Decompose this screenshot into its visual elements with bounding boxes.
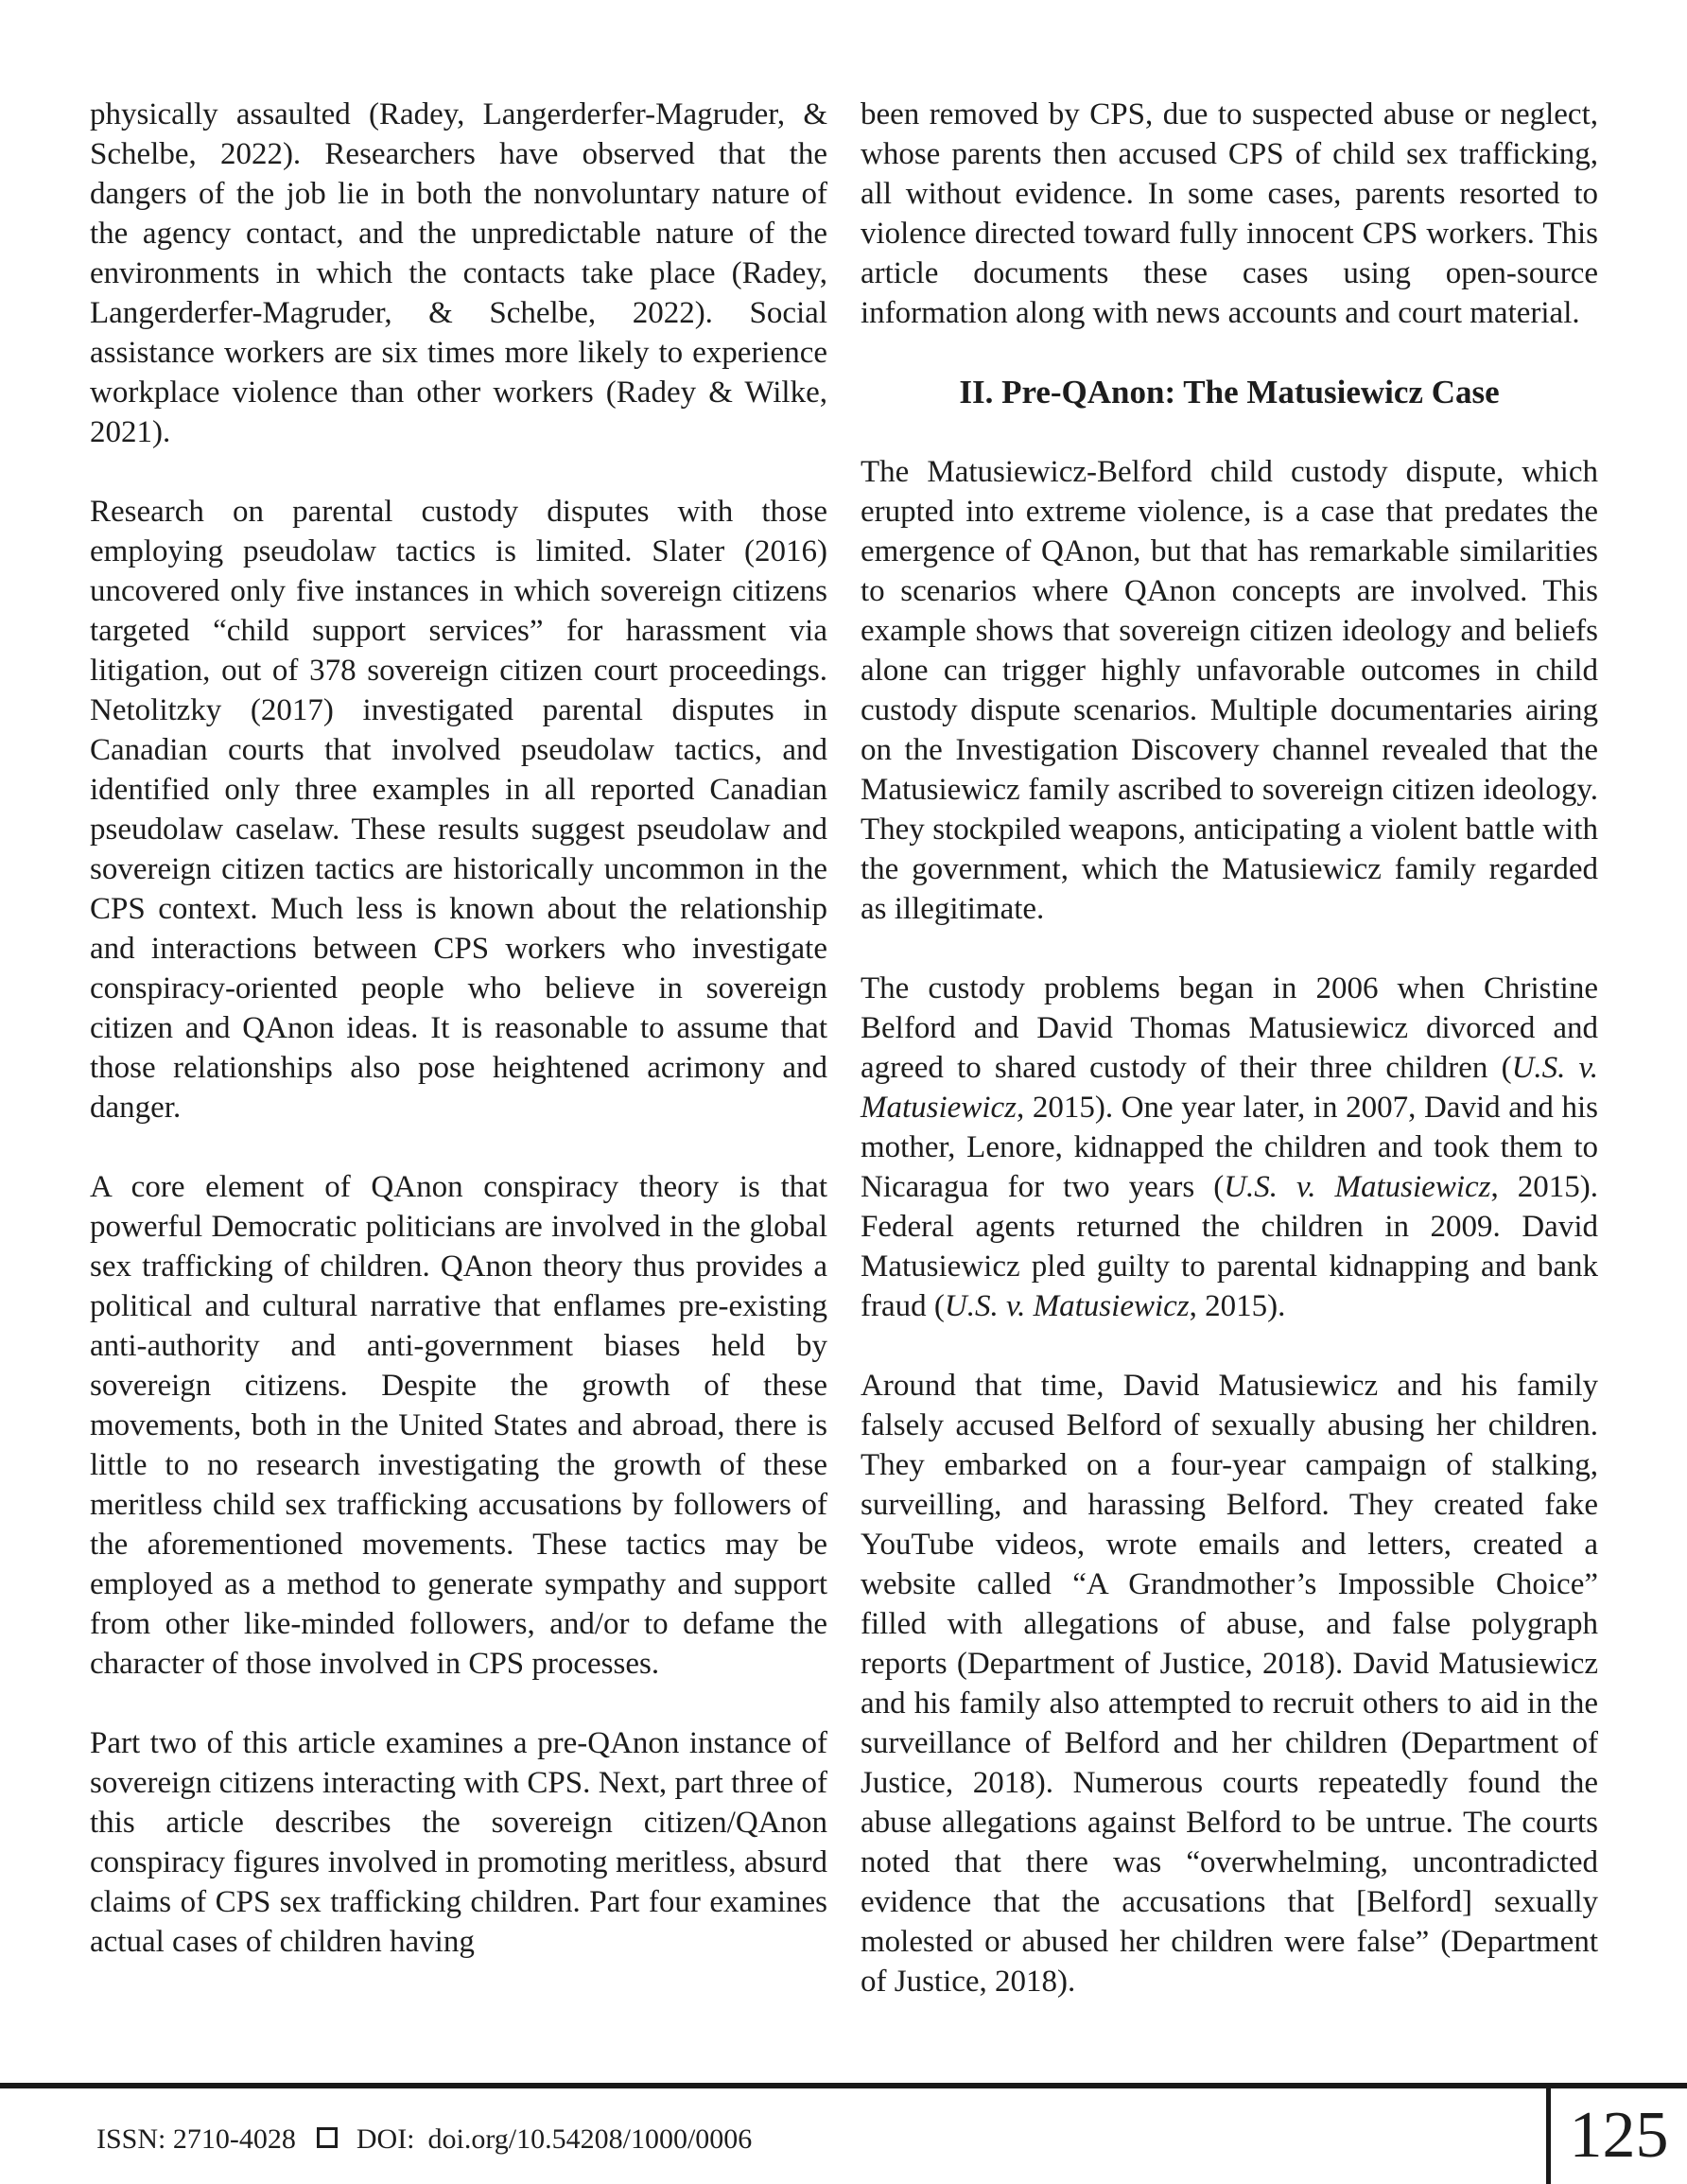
italic-text-segment: U.S. v. Matusiewicz	[861, 1051, 1599, 1125]
issn-label: ISSN: 2710-4028	[96, 2123, 296, 2155]
page-number-box	[1551, 2087, 1687, 2184]
paragraph	[90, 95, 827, 452]
text-segment: , 2015).	[1189, 1289, 1286, 1323]
paragraph	[861, 95, 1598, 333]
open-square-icon	[317, 2127, 338, 2148]
paragraph	[90, 492, 827, 1127]
footer	[96, 2123, 752, 2157]
page-number: 125	[1569, 2098, 1669, 2172]
text-segment: Research on parental custody disputes with those employing pseudolaw tactics is limited. Slater (2016) uncovered only five instances in which sovereign citizens targeted “child support services” for harassment via litigation, out of 378 sovereign citizen court proceedings. Netolitzky (2017) investigated parental disputes in Canadian courts that involved pseudolaw tactics, and identified only three examples in all reported Canadian pseudolaw caselaw. These results suggest pseudolaw and sovereign citizen tactics are historically uncommon in the CPS context. Much less is known about the relationship and interactions between CPS workers who investigate conspiracy-oriented people who believe in sovereign citizen and QAnon ideas. It is reasonable to assume that those relationships also pose heightened acrimony and danger.	[90, 495, 827, 1125]
footer-rule	[0, 2083, 1687, 2088]
right-column-top-paragraphs	[861, 95, 1598, 333]
paragraph	[90, 1167, 827, 1684]
text-segment: Part two of this article examines a pre-QAnon instance of sovereign citizens interacting with CPS. Next, part three of this article describes the sovereign citizen/QAnon conspiracy figures involved in promoting meritless, absurd claims of CPS sex trafficking children. Part four examines actual cases of children having	[90, 1726, 827, 1959]
italic-text-segment: U.S. v. Matusiewicz	[944, 1289, 1190, 1323]
text-segment: The Matusiewicz-Belford child custody dispute, which erupted into extreme violence, is a case that predates the emergence of QAnon, but that has remarkable similarities to scenarios where QAnon concepts are involved. This example shows that sovereign citizen ideology and beliefs alone can trigger highly unfavorable outcomes in child custody dispute scenarios. Multiple documentaries airing on the Investigation Discovery channel revealed that the Matusiewicz family ascribed to sovereign citizen ideology. They stockpiled weapons, anticipating a violent battle with the government, which the Matusiewicz family regarded as illegitimate.	[861, 455, 1598, 926]
right-column-bottom-paragraphs	[861, 452, 1598, 2001]
paragraph	[861, 1366, 1598, 2001]
right-column	[861, 95, 1598, 2041]
text-segment: , 2015). Federal agents returned the children in 2009. David Matusiewicz pled guilty to parental kidnapping and bank fraud (	[861, 1170, 1598, 1323]
paragraph	[90, 1723, 827, 1962]
doi-label: DOI:	[356, 2123, 415, 2155]
left-column	[90, 95, 827, 2001]
paragraph	[861, 452, 1598, 929]
text-segment: , 2015). One year later, in 2007, David and his mother, Lenore, kidnapped the children and took them to Nicaragua for two years (	[861, 1091, 1598, 1204]
text-segment: A core element of QAnon conspiracy theory is that powerful Democratic politicians are involved in the global sex trafficking of children. QAnon theory thus provides a political and cultural narrative that enflames pre-existing anti-authority and anti-government biases held by sovereign citizens. Despite the growth of these movements, both in the United States and abroad, there is little to no research investigating the growth of these meritless child sex trafficking accusations by followers of the aforementioned movements. These tactics may be employed as a method to generate sympathy and support from other like-minded followers, and/or to defame the character of those involved in CPS processes.	[90, 1170, 827, 1681]
text-segment: The custody problems began in 2006 when Christine Belford and David Thomas Matusiewicz divorced and agreed to shared custody of their three children (	[861, 971, 1598, 1085]
text-segment: Around that time, David Matusiewicz and his family falsely accused Belford of sexually abusing her children. They embarked on a four-year campaign of stalking, surveilling, and harassing Belford. They created fake YouTube videos, wrote emails and letters, created a website called “A Grandmother’s Impossible Choice” filled with allegations of abuse, and false polygraph reports (Department of Justice, 2018). David Matusiewicz and his family also attempted to recruit others to aid in the surveillance of Belford and her children (Department of Justice, 2018). Numerous courts repeatedly found the abuse allegations against Belford to be untrue. The courts noted that there was “overwhelming, uncontradicted evidence that the accusations that [Belford] sexually molested or abused her children were false” (Department of Justice, 2018).	[861, 1369, 1598, 1999]
text-segment: been removed by CPS, due to suspected abuse or neglect, whose parents then accused CPS of child sex trafficking, all without evidence. In some cases, parents resorted to violence directed toward fully innocent CPS workers. This article documents these cases using open-source information along with news accounts and court material.	[861, 97, 1598, 330]
doi-value: doi.org/10.54208/1000/0006	[427, 2123, 753, 2155]
paragraph	[861, 969, 1598, 1326]
text-segment: physically assaulted (Radey, Langerderfer-Magruder, & Schelbe, 2022). Researchers have observed that the dangers of the job lie in both the nonvoluntary nature of the agency contact, and the unpredictable nature of the environments in which the contacts take place (Radey, Langerderfer-Magruder, & Schelbe, 2022). Social assistance workers are six times more likely to experience workplace violence than other workers (Radey & Wilke, 2021).	[90, 97, 827, 449]
section-heading: II. Pre-QAnon: The Matusiewicz Case	[959, 374, 1500, 411]
italic-text-segment: U.S. v. Matusiewicz	[1224, 1170, 1491, 1204]
